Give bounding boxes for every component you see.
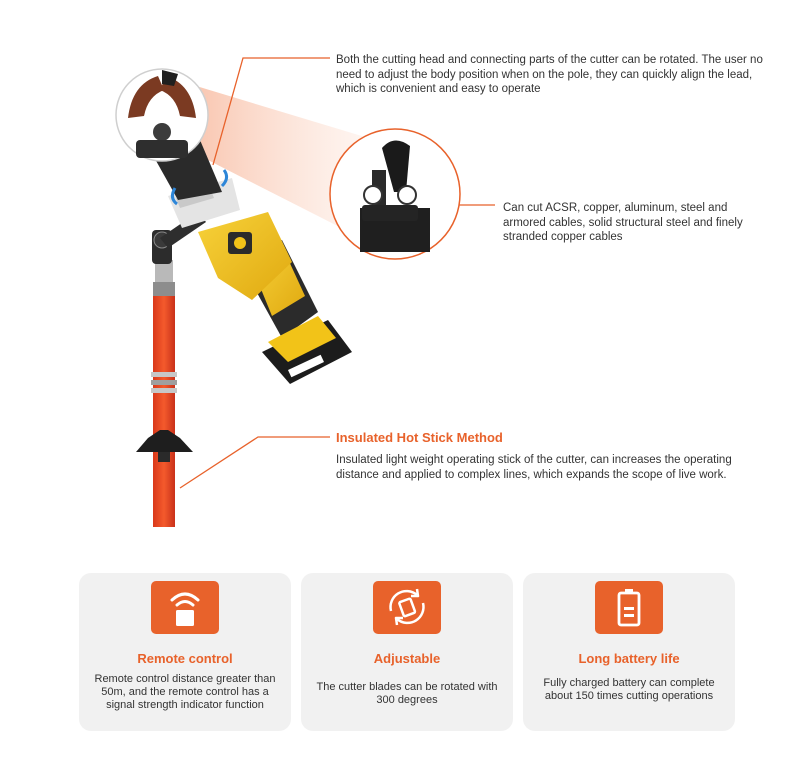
feature-card-adjustable — [301, 573, 513, 731]
feature-title: Remote control — [137, 651, 233, 666]
hot-stick-title: Insulated Hot Stick Method — [336, 430, 503, 445]
zoom-detail-circle — [330, 129, 460, 259]
feature-description: Remote control distance greater than 50m, and the remote control has a signal strength indicator function — [94, 673, 276, 711]
battery-icon — [595, 581, 663, 634]
hot-stick-description: Insulated light weight operating stick of the cutter, can increases the operating distance and applied to complex lines, which expands the scope of live work. — [336, 454, 732, 481]
feature-title: Long battery life — [578, 651, 680, 666]
rotate-arrows-icon — [373, 581, 441, 634]
feature-card-remote-control — [79, 573, 291, 731]
feature-card-battery-life — [523, 573, 735, 731]
remote-signal-icon — [151, 581, 219, 634]
pole-bands — [151, 372, 177, 393]
insulated-pole — [136, 260, 193, 527]
cutting-head-circle — [116, 69, 208, 161]
feature-title: Adjustable — [373, 651, 441, 666]
rain-shed-cone — [136, 430, 193, 452]
feature-description: The cutter blades can be rotated with 300 degrees — [316, 681, 498, 706]
feature-description: Fully charged battery can complete about 150 times cutting operations — [543, 677, 715, 702]
cutting-capacity-callout-text: Can cut ACSR, copper, aluminum, steel and armored cables, solid structural steel and finely stranded copper cables — [503, 202, 743, 243]
rotation-callout-text: Both the cutting head and connecting parts of the cutter can be rotated. The user no need to adjust the body position when on the pole, they can quickly align the lead, which is convenient and easy to operate — [336, 54, 763, 95]
